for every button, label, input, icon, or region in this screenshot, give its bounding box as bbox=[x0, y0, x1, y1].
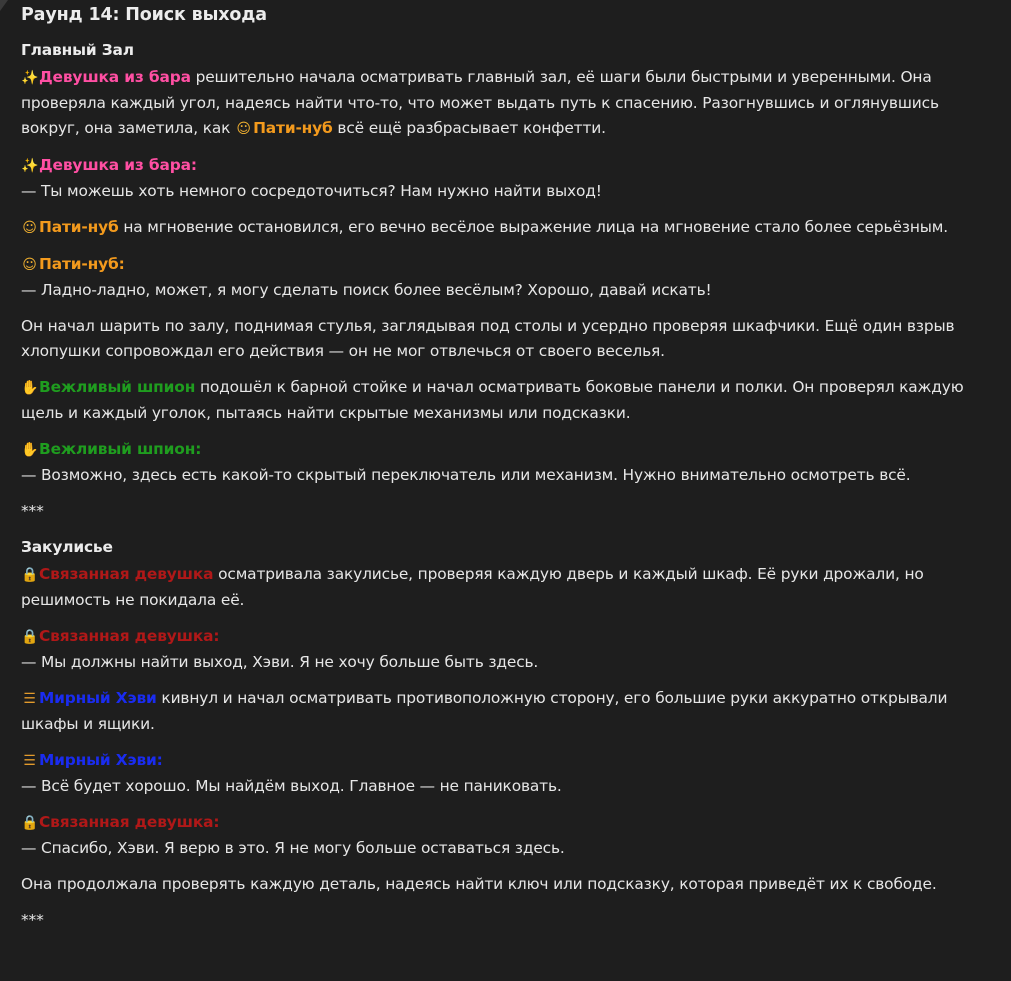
dialogue-line: — Всё будет хорошо. Мы найдём выход. Главное — не паниковать. bbox=[21, 777, 562, 795]
partying-face-icon: ☺ bbox=[236, 121, 251, 137]
character-name-party-noob: Пати-нуб bbox=[39, 218, 119, 236]
sparkles-icon: ✨ bbox=[21, 70, 39, 86]
narration-text: на мгновение остановился, его вечно весёлое выражение лица на мгновение стало более серьёзным. bbox=[118, 218, 948, 236]
narration-paragraph bbox=[21, 686, 991, 737]
sparkles-icon: ✨ bbox=[21, 158, 39, 174]
narration-paragraph: Она продолжала проверять каждую деталь, надеясь найти ключ или подсказку, которая приведёт их к свободе. bbox=[21, 875, 937, 893]
dialogue-block bbox=[21, 748, 991, 799]
hamburger-icon: ☰ bbox=[23, 691, 36, 707]
character-name-bar-girl: Девушка из бара bbox=[39, 68, 191, 86]
narration-paragraph bbox=[21, 215, 991, 241]
partying-face-icon: ☺ bbox=[22, 220, 37, 236]
dialogue-block bbox=[21, 437, 991, 488]
section-heading-backstage: Закулисье bbox=[21, 538, 113, 556]
narration-paragraph bbox=[21, 65, 991, 142]
character-name-polite-spy: Вежливый шпион bbox=[39, 378, 196, 396]
character-name-peaceful-hevy: Мирный Хэви bbox=[39, 689, 157, 707]
round-title: Раунд 14: Поиск выхода bbox=[21, 5, 267, 25]
speaker-line bbox=[21, 255, 125, 273]
dialogue-block bbox=[21, 153, 991, 204]
speaker-name-peaceful-hevy: Мирный Хэви: bbox=[39, 751, 163, 769]
hamburger-icon: ☰ bbox=[23, 753, 36, 769]
speaker-name-polite-spy: Вежливый шпион: bbox=[39, 440, 202, 458]
section-separator: *** bbox=[21, 502, 44, 520]
speaker-name-party-noob: Пати-нуб: bbox=[39, 255, 125, 273]
dialogue-line: — Возможно, здесь есть какой-то скрытый переключатель или механизм. Нужно внимательно осмотреть всё. bbox=[21, 466, 911, 484]
section-heading-main-hall: Главный Зал bbox=[21, 41, 134, 59]
dialogue-block bbox=[21, 252, 991, 303]
narration-paragraph: Он начал шарить по залу, поднимая стулья, заглядывая под столы и усердно проверяя шкафчики. Ещё один взрыв хлопушки сопровождал его действия — он не мог отвлечься от своего веселья. bbox=[21, 317, 955, 360]
narration-text: решительно начала осматривать главный зал, её шаги были быстрыми и уверенными. Она проверяла каждый угол, надеясь найти что-то, что может выдать путь к спасению. Разогнувшись и оглянувшись вокруг, она заметила, как bbox=[21, 68, 939, 137]
speaker-name-bound-girl: Связанная девушка: bbox=[39, 627, 220, 645]
dialogue-block bbox=[21, 810, 991, 861]
speaker-line bbox=[21, 156, 197, 174]
speaker-name-bar-girl: Девушка из бара: bbox=[39, 156, 197, 174]
speaker-line bbox=[21, 627, 219, 645]
section-separator: *** bbox=[21, 911, 44, 929]
narration-paragraph bbox=[21, 375, 991, 426]
lock-icon: 🔒 bbox=[21, 815, 39, 831]
partying-face-icon: ☺ bbox=[22, 257, 37, 273]
narration-text: подошёл к барной стойке и начал осматривать боковые панели и полки. Он проверял каждую щель и каждый уголок, пытаясь найти скрытые механизмы или подсказки. bbox=[21, 378, 964, 422]
character-name-bound-girl: Связанная девушка bbox=[39, 565, 214, 583]
narration-paragraph bbox=[21, 562, 991, 613]
dialogue-block bbox=[21, 624, 991, 675]
narration-text: кивнул и начал осматривать противоположную сторону, его большие руки аккуратно открывали шкафы и ящики. bbox=[21, 689, 948, 733]
dialogue-line: — Ладно-ладно, может, я могу сделать поиск более весёлым? Хорошо, давай искать! bbox=[21, 281, 712, 299]
person-raising-hand-icon: ✋ bbox=[21, 380, 39, 396]
dialogue-line: — Мы должны найти выход, Хэви. Я не хочу больше быть здесь. bbox=[21, 653, 539, 671]
dialogue-line: — Спасибо, Хэви. Я верю в это. Я не могу больше оставаться здесь. bbox=[21, 839, 565, 857]
person-raising-hand-icon: ✋ bbox=[21, 442, 39, 458]
speaker-line bbox=[21, 751, 163, 769]
corner-marker bbox=[0, 0, 8, 11]
dialogue-line: — Ты можешь хоть немного сосредоточиться? Нам нужно найти выход! bbox=[21, 182, 602, 200]
character-name-party-noob: Пати-нуб bbox=[253, 119, 333, 137]
speaker-line bbox=[21, 813, 219, 831]
narration-text: осматривала закулисье, проверяя каждую дверь и каждый шкаф. Её руки дрожали, но решимость не покидала её. bbox=[21, 565, 924, 609]
narration-text: всё ещё разбрасывает конфетти. bbox=[332, 119, 606, 137]
lock-icon: 🔒 bbox=[21, 629, 39, 645]
lock-icon: 🔒 bbox=[21, 567, 39, 583]
speaker-line bbox=[21, 440, 201, 458]
speaker-name-bound-girl: Связанная девушка: bbox=[39, 813, 220, 831]
